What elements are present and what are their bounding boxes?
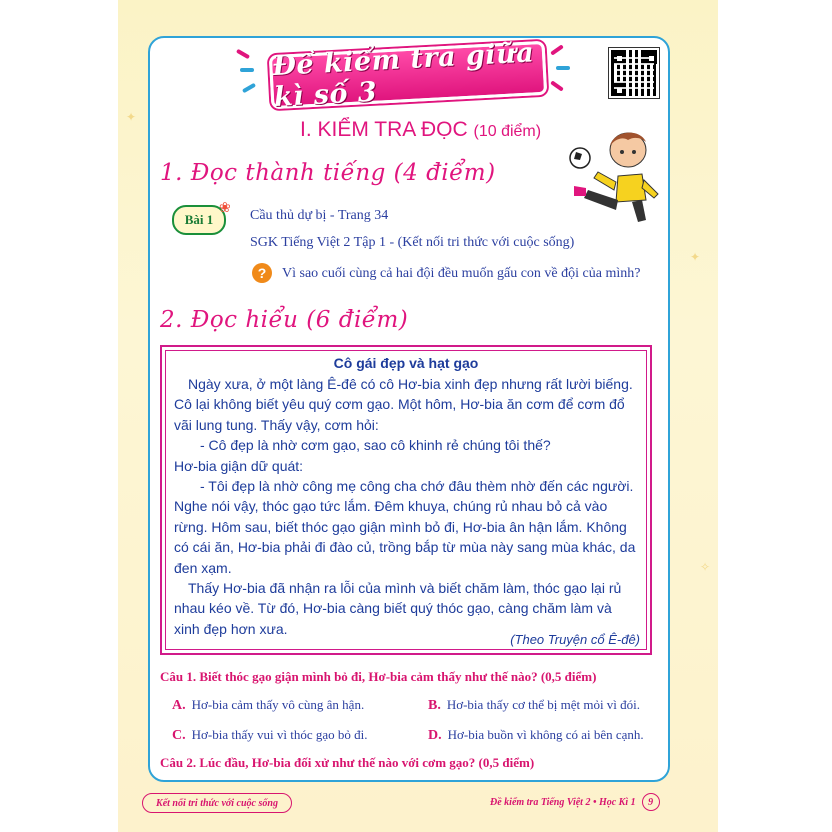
option-a[interactable]	[172, 697, 364, 714]
option-text: Hơ-bia thấy vui vì thóc gạo bỏ đi.	[191, 727, 368, 742]
part1-heading: 1. Đọc thành tiếng (4 điểm)	[160, 160, 496, 186]
story-dialogue: - Cô đẹp là nhờ cơm gạo, sao cô khinh rẻ chúng tôi thế?	[200, 437, 551, 454]
option-d[interactable]	[428, 727, 644, 744]
footer-series: Kết nối tri thức với cuộc sống	[142, 793, 292, 813]
story-dialogue: - Tôi đẹp là nhờ công mẹ công cha chớ đâu thèm nhờ đến các người.	[200, 478, 634, 495]
title-banner	[232, 38, 578, 112]
option-b[interactable]	[428, 697, 640, 714]
star-icon: ✧	[700, 560, 711, 574]
lesson-badge: Bài 1	[172, 205, 226, 235]
question-2: Câu 2. Lúc đầu, Hơ-bia đối xử như thế nào với cơm gạo? (0,5 điểm)	[160, 755, 535, 770]
reading-lesson: Cầu thủ dự bị - Trang 34	[250, 208, 389, 223]
sparkle-icon	[550, 80, 564, 91]
story-source: (Theo Truyện cổ Ê-đê)	[510, 632, 640, 647]
option-text: Hơ-bia buồn vì không có ai bên cạnh.	[447, 727, 644, 742]
question-1: Câu 1. Biết thóc gạo giận mình bỏ đi, Hơ-bia cảm thấy như thế nào? (0,5 điểm)	[160, 669, 597, 684]
story-paragraph: Thấy Hơ-bia đã nhận ra lỗi của mình và biết chăm làm, thóc gạo lại rủ nhau kéo về. Từ đó, Hơ-bia càng biết quý thóc gạo, càng chăm làm và xinh đẹp hơn xưa.	[174, 580, 622, 637]
banner-box	[269, 37, 547, 114]
option-letter: D.	[428, 728, 442, 743]
option-letter: C.	[172, 728, 186, 743]
section-points: (10 điểm)	[473, 123, 542, 140]
option-c[interactable]	[172, 727, 367, 744]
soccer-player-icon	[558, 124, 662, 224]
sparkle-icon	[240, 68, 254, 72]
story-body	[174, 374, 640, 639]
story-paragraph: Nghe nói vậy, thóc gạo tức lắm. Đêm khuya, chúng rủ nhau bỏ cả vào rừng. Hôm sau, biết thóc gạo giận mình bỏ đi, Hơ-bia ân hận lắm. Không có cái ăn, Hơ-bia phải đi đào củ, trồng bắp từ mùa này sang mùa khác, da đen xạm.	[174, 498, 636, 576]
option-text: Hơ-bia thấy cơ thể bị mệt mỏi vì đói.	[446, 697, 641, 712]
qr-code-icon[interactable]	[609, 48, 659, 98]
exam-title: Đề kiểm tra giữa kì số 3	[271, 37, 535, 114]
sparkle-icon	[236, 49, 250, 59]
story-title: Cô gái đẹp và hạt gạo	[333, 355, 479, 371]
part2-heading: 2. Đọc hiểu (6 điểm)	[160, 307, 409, 333]
question-icon: ?	[252, 263, 272, 283]
story-paragraph: Ngày xưa, ở một làng Ê-đê có cô Hơ-bia xinh đẹp nhưng rất lười biếng. Cô lại không biết yêu quý cơm gạo. Một hôm, Hơ-bia ăn cơm để cơm đổ vãi lung tung. Thấy vậy, cơm hỏi:	[174, 376, 633, 433]
option-letter: A.	[172, 698, 186, 713]
page-number: 9	[642, 793, 660, 811]
option-letter: B.	[428, 698, 441, 713]
sparkle-icon	[550, 44, 564, 55]
star-icon: ✦	[690, 250, 701, 264]
option-text: Hơ-bia cảm thấy vô cùng ân hận.	[191, 697, 365, 712]
footer-title: Đề kiểm tra Tiếng Việt 2 • Học Kì 1	[490, 796, 636, 808]
section-title-text: I. KIỂM TRA ĐỌC	[300, 118, 468, 141]
footer-book-info	[490, 793, 680, 811]
star-icon: ✦	[126, 110, 137, 124]
reading-question: Vì sao cuối cùng cả hai đội đều muốn gấu con về đội của mình?	[282, 266, 641, 281]
flower-icon: ❀	[219, 201, 231, 216]
sparkle-icon	[556, 66, 570, 70]
textbook-reference: SGK Tiếng Việt 2 Tập 1 - (Kết nối tri thức với cuộc sống)	[250, 235, 575, 250]
section-title	[300, 118, 541, 142]
story-paragraph: Hơ-bia giận dữ quát:	[174, 457, 304, 474]
sparkle-icon	[242, 83, 256, 93]
story-box	[160, 345, 652, 655]
